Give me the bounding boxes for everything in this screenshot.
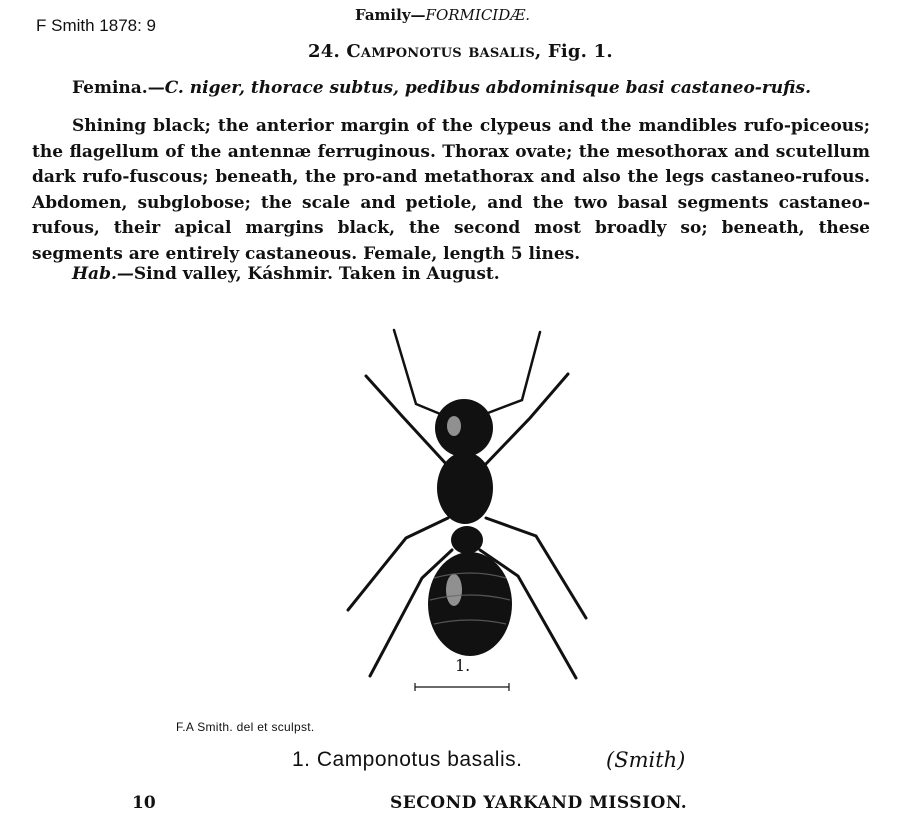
femina-label: Femina.— xyxy=(72,78,165,98)
ant-illustration xyxy=(330,328,600,703)
family-prefix: Family— xyxy=(355,6,426,24)
species-fig-ref: Fig. 1. xyxy=(547,41,613,62)
family-heading xyxy=(355,6,530,24)
scale-bar xyxy=(414,682,510,692)
femina-diagnosis-line xyxy=(72,78,811,98)
hab-label: Hab.— xyxy=(72,264,134,284)
running-footer: SECOND YARKAND MISSION. xyxy=(390,793,688,813)
antenna-left xyxy=(394,330,450,418)
femina-diagnosis: C. niger, thorace subtus, pedibus abdominisque basi castaneo-rufis. xyxy=(164,78,812,98)
antenna-right xyxy=(480,332,540,416)
leg-front-left xyxy=(366,376,448,466)
family-name: FORMICIDÆ. xyxy=(425,6,531,24)
species-description xyxy=(32,114,870,267)
figure-number: 1. xyxy=(455,656,471,675)
page-number: 10 xyxy=(132,793,156,813)
species-title xyxy=(308,41,613,62)
plate-author: (Smith) xyxy=(606,748,686,772)
species-name: Camponotus basalis, xyxy=(346,41,542,62)
ant-gaster xyxy=(428,552,512,656)
engraver-credit: F.A Smith. del et sculpst. xyxy=(176,720,315,734)
species-number: 24. xyxy=(308,41,340,62)
plate-caption: 1. Camponotus basalis. xyxy=(292,748,523,771)
description-paragraph: Shining black; the anterior margin of the clypeus and the mandibles rufo-piceous; the flagellum of the antennæ ferruginous. Thorax ovate; the mesothorax and scutellum dark rufo-fuscous; beneath, the pro-and metathorax and also the legs castaneo-rufous. Abdomen, subglobose; the scale and petiole, and the two basal segments castaneo-rufous, their apical margins black, the second most broadly so; beneath, these segments are entirely castaneous. Female, length 5 lines. xyxy=(32,116,870,264)
ant-thorax xyxy=(437,452,493,524)
habitat-line xyxy=(72,264,500,284)
ant-head xyxy=(435,399,493,457)
ant-petiole xyxy=(451,526,483,554)
source-note: F Smith 1878: 9 xyxy=(36,16,157,35)
hab-text: Sind valley, Káshmir. Taken in August. xyxy=(133,264,500,284)
